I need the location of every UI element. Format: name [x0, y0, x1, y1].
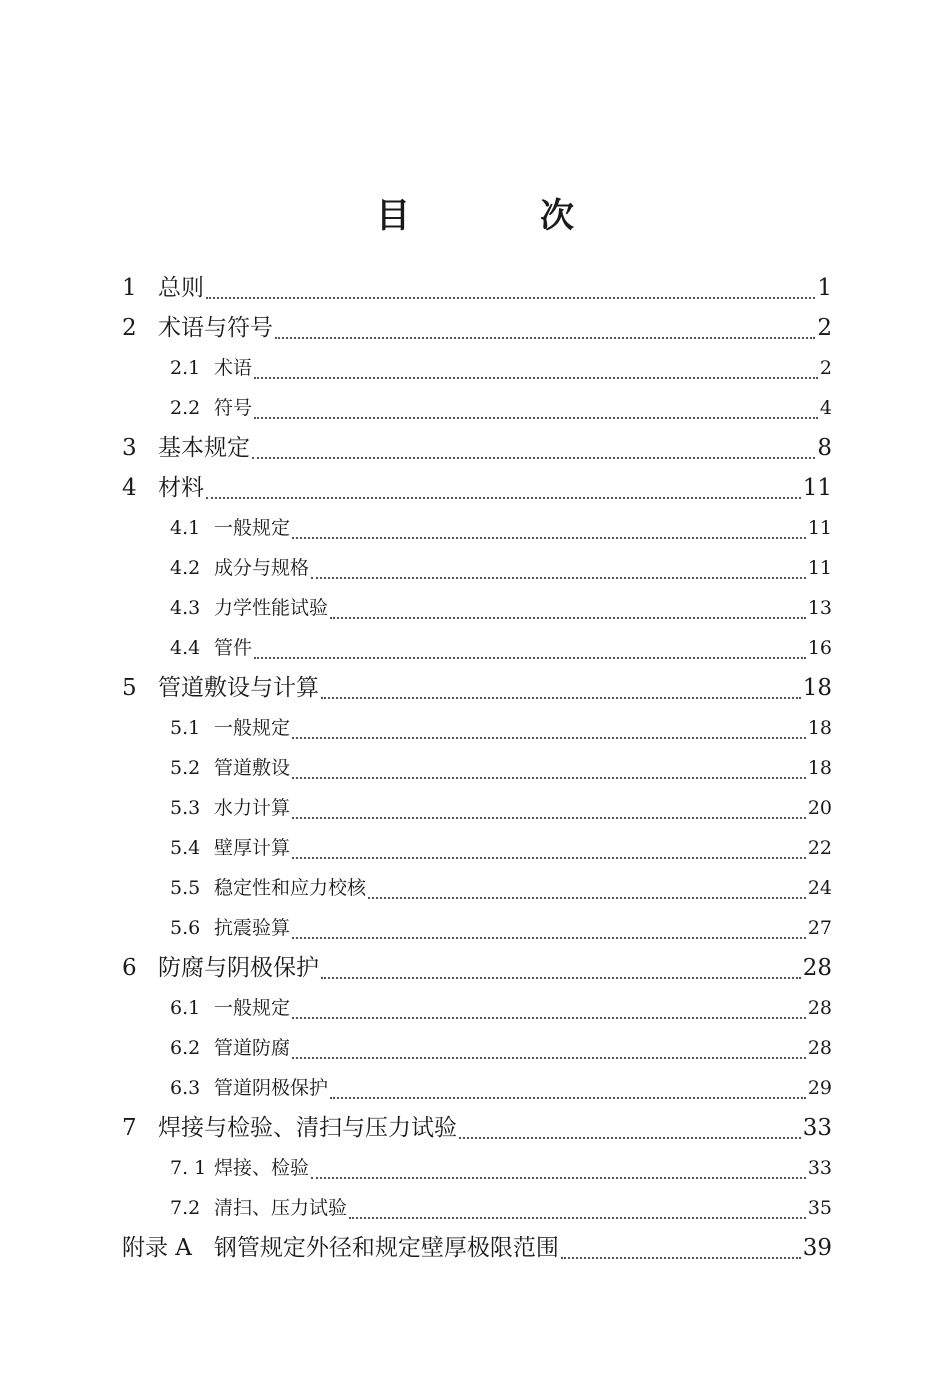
toc-entry-page: 20 — [807, 797, 832, 819]
toc-entry-number: 2.1 — [170, 357, 201, 379]
toc-leader-dots — [254, 377, 818, 379]
toc-entry-page: 8 — [817, 435, 832, 461]
toc-leader-dots — [275, 337, 815, 339]
toc-entry[interactable] — [122, 1188, 832, 1228]
toc-entry[interactable] — [122, 468, 832, 508]
toc-entry-number: 4.3 — [170, 597, 201, 619]
toc-leader-dots — [459, 1137, 801, 1139]
toc-leader-dots — [254, 657, 806, 659]
toc-entry-label: 水力计算 — [214, 797, 291, 819]
toc-entry-number: 5.1 — [170, 717, 201, 739]
toc-entry-number: 4 — [122, 475, 137, 501]
toc-entry-number: 5.5 — [170, 877, 201, 899]
toc-leader-dots — [321, 697, 801, 699]
toc-entry-label: 管道防腐 — [214, 1037, 291, 1059]
toc-entry-page: 28 — [802, 955, 832, 981]
toc-entry-number: 1 — [122, 275, 137, 301]
toc-leader-dots — [368, 897, 806, 899]
toc-entry-number: 6.3 — [170, 1077, 201, 1099]
toc-entry-page: 33 — [802, 1115, 832, 1141]
toc-entry-page: 1 — [817, 275, 832, 301]
toc-leader-dots — [292, 737, 806, 739]
toc-entry-number: 2.2 — [170, 397, 201, 419]
toc-entry-number: 7. 1 — [170, 1157, 207, 1179]
toc-entry-page: 18 — [802, 675, 832, 701]
toc-entry-number: 附录 A — [122, 1235, 192, 1261]
toc-entry[interactable] — [122, 988, 832, 1028]
toc-entry-label: 焊接与检验、清扫与压力试验 — [158, 1115, 457, 1141]
toc-entry[interactable] — [122, 828, 832, 868]
toc-entry[interactable] — [122, 1108, 832, 1148]
toc-entry[interactable] — [122, 628, 832, 668]
toc-entry-label: 一般规定 — [214, 717, 291, 739]
toc-leader-dots — [292, 777, 806, 779]
toc-entry[interactable] — [122, 588, 832, 628]
toc-entry[interactable] — [122, 908, 832, 948]
toc-entry-number: 4.2 — [170, 557, 201, 579]
toc-leader-dots — [561, 1257, 801, 1259]
toc-entry[interactable] — [122, 668, 832, 708]
toc-leader-dots — [330, 617, 806, 619]
toc-entry-label: 一般规定 — [214, 517, 291, 539]
toc-entry-page: 28 — [807, 1037, 832, 1059]
toc-leader-dots — [292, 1057, 806, 1059]
toc-leader-dots — [311, 1177, 806, 1179]
toc-entry-label: 术语 — [214, 357, 253, 379]
toc-entry-number: 6 — [122, 955, 137, 981]
toc-entry-number: 5.6 — [170, 917, 201, 939]
toc-entry-label: 清扫、压力试验 — [214, 1197, 348, 1219]
toc-entry-page: 4 — [819, 397, 832, 419]
toc-entry[interactable] — [122, 948, 832, 988]
toc-entry-label: 管道阴极保护 — [214, 1077, 329, 1099]
toc-entry[interactable] — [122, 788, 832, 828]
toc-leader-dots — [254, 417, 818, 419]
table-of-contents — [122, 268, 832, 1268]
toc-entry-number: 6.2 — [170, 1037, 201, 1059]
toc-entry[interactable] — [122, 268, 832, 308]
toc-entry-page: 18 — [807, 717, 832, 739]
toc-entry-number: 2 — [122, 315, 137, 341]
toc-leader-dots — [292, 537, 806, 539]
toc-entry-number: 5 — [122, 675, 137, 701]
toc-entry-label: 总则 — [158, 275, 204, 301]
toc-entry[interactable] — [122, 1028, 832, 1068]
toc-entry[interactable] — [122, 748, 832, 788]
toc-entry[interactable] — [122, 708, 832, 748]
toc-entry[interactable] — [122, 428, 832, 468]
toc-entry-page: 27 — [807, 917, 832, 939]
toc-leader-dots — [311, 577, 806, 579]
toc-entry-page: 35 — [807, 1197, 832, 1219]
toc-leader-dots — [349, 1217, 806, 1219]
toc-entry-page: 11 — [807, 557, 832, 579]
toc-entry-number: 5.3 — [170, 797, 201, 819]
toc-entry-label: 管件 — [214, 637, 253, 659]
toc-entry-page: 24 — [807, 877, 832, 899]
toc-leader-dots — [292, 857, 806, 859]
toc-leader-dots — [252, 457, 815, 459]
toc-entry-page: 2 — [817, 315, 832, 341]
toc-entry-number: 6.1 — [170, 997, 201, 1019]
toc-entry[interactable] — [122, 548, 832, 588]
toc-leader-dots — [321, 977, 801, 979]
toc-entry-number: 3 — [122, 435, 137, 461]
toc-entry[interactable] — [122, 308, 832, 348]
toc-entry-page: 11 — [802, 475, 832, 501]
toc-entry-label: 管道敷设与计算 — [158, 675, 319, 701]
toc-entry-number: 7.2 — [170, 1197, 201, 1219]
toc-entry-number: 4.4 — [170, 637, 201, 659]
toc-leader-dots — [292, 1017, 806, 1019]
toc-entry-page: 11 — [807, 517, 832, 539]
toc-entry-label: 基本规定 — [158, 435, 250, 461]
toc-entry-label: 材料 — [158, 475, 204, 501]
toc-entry-page: 16 — [807, 637, 832, 659]
toc-entry[interactable] — [122, 1228, 832, 1268]
toc-entry-page: 18 — [807, 757, 832, 779]
toc-entry-label: 钢管规定外径和规定壁厚极限范围 — [213, 1235, 559, 1261]
toc-leader-dots — [206, 297, 815, 299]
toc-entry[interactable] — [122, 348, 832, 388]
toc-entry-label: 符号 — [214, 397, 253, 419]
toc-entry-label: 抗震验算 — [214, 917, 291, 939]
toc-leader-dots — [206, 497, 801, 499]
toc-entry-page: 28 — [807, 997, 832, 1019]
toc-entry-number: 7 — [122, 1115, 137, 1141]
toc-entry-number: 5.2 — [170, 757, 201, 779]
toc-entry[interactable] — [122, 388, 832, 428]
toc-entry-label: 术语与符号 — [158, 315, 273, 341]
toc-entry-label: 稳定性和应力校核 — [214, 877, 367, 899]
toc-entry[interactable] — [122, 868, 832, 908]
toc-entry-label: 管道敷设 — [214, 757, 291, 779]
toc-entry-number: 4.1 — [170, 517, 201, 539]
toc-entry-label: 焊接、检验 — [214, 1157, 310, 1179]
toc-leader-dots — [330, 1097, 806, 1099]
toc-entry-page: 22 — [807, 837, 832, 859]
toc-entry-page: 2 — [819, 357, 832, 379]
toc-entry-label: 壁厚计算 — [214, 837, 291, 859]
toc-entry-label: 一般规定 — [214, 997, 291, 1019]
toc-leader-dots — [292, 937, 806, 939]
page-title: 目 次 — [376, 196, 622, 236]
toc-entry-page: 29 — [807, 1077, 832, 1099]
toc-entry[interactable] — [122, 1068, 832, 1108]
toc-entry[interactable] — [122, 1148, 832, 1188]
toc-entry-page: 13 — [807, 597, 832, 619]
toc-entry-number: 5.4 — [170, 837, 201, 859]
toc-leader-dots — [292, 817, 806, 819]
toc-entry[interactable] — [122, 508, 832, 548]
toc-entry-label: 力学性能试验 — [214, 597, 329, 619]
toc-entry-label: 成分与规格 — [214, 557, 310, 579]
toc-entry-page: 39 — [802, 1235, 832, 1261]
toc-entry-label: 防腐与阴极保护 — [158, 955, 319, 981]
toc-entry-page: 33 — [807, 1157, 832, 1179]
